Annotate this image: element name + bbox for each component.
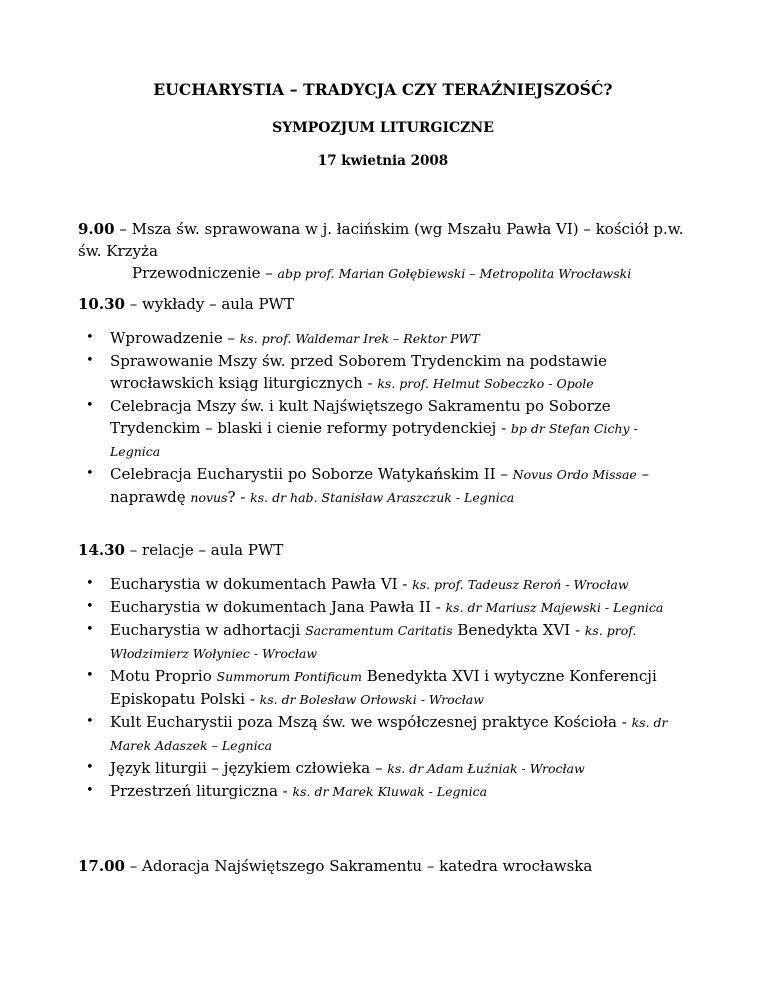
report-title: Motu Proprio — [110, 667, 217, 685]
report-title-cont: Benedykta XVI - — [452, 621, 585, 639]
bullet-icon: • — [86, 398, 94, 413]
session-heading — [78, 293, 688, 315]
bullet-icon: • — [86, 466, 94, 481]
bullet-icon: • — [86, 330, 94, 345]
lecture-title: Sprawowanie Mszy św. przed Soborem Trydenckim na podstawie wrocławskich ksiąg liturgicznych - — [110, 352, 607, 392]
session-description: – Adoracja Najświętszego Sakramentu – katedra wrocławska — [124, 857, 593, 875]
session-heading — [78, 218, 688, 262]
report-speaker: ks. dr Mariusz Majewski - Legnica — [445, 600, 664, 615]
report-speaker: ks. prof. Włodzimierz Wołyniec - Wrocław — [110, 623, 637, 661]
report-title: Eucharystia w dokumentach Jana Pawła II - — [110, 598, 446, 616]
bullet-icon: • — [86, 599, 94, 614]
session-heading — [78, 855, 688, 877]
report-title: Język liturgii – językiem człowieka – — [110, 759, 388, 777]
report-term: Summorum Pontificum — [216, 669, 362, 684]
report-title: Kult Eucharystii poza Mszą św. we współczesnej praktyce Kościoła - — [110, 713, 632, 731]
report-title-cont: Benedykta XVI i wytyczne Konferencji Episkopatu Polski - — [110, 667, 657, 708]
list-item — [78, 596, 688, 619]
bullet-icon: • — [86, 714, 94, 729]
lecture-speaker: ks. prof. Helmut Sobeczko - Opole — [377, 376, 594, 391]
lecture-title-cont: ? - — [227, 488, 251, 506]
presiding-person: abp prof. Marian Gołębiewski – Metropolita Wrocławski — [277, 266, 632, 281]
list-item — [78, 573, 688, 596]
lecture-title-cont: – naprawdę — [110, 465, 650, 506]
session-description: – wykłady – aula PWT — [124, 295, 294, 313]
session-time: 10.30 — [78, 295, 125, 313]
report-term: Sacramentum Caritatis — [305, 623, 453, 638]
lecture-speaker: ks. prof. Waldemar Irek – Rektor PWT — [239, 331, 480, 346]
list-item — [78, 350, 688, 395]
session-description: – Msza św. sprawowana w j. łacińskim (wg Mszału Pawła VI) – kościół p.w. św. Krzyża — [78, 220, 684, 260]
session-9-00 — [78, 218, 688, 285]
report-speaker: ks. dr Marek Kluwak - Legnica — [292, 784, 488, 799]
list-item — [78, 780, 688, 803]
list-item — [78, 619, 688, 665]
bullet-icon: • — [86, 353, 94, 368]
document-subtitle: SYMPOZJUM LITURGICZNE — [272, 120, 494, 136]
lecture-speaker: ks. dr hab. Stanisław Araszczuk - Legnica — [250, 490, 515, 505]
list-item — [78, 711, 688, 757]
session-heading — [78, 539, 688, 561]
list-item — [78, 395, 688, 463]
report-speaker: ks. dr Bolesław Orłowski - Wrocław — [259, 692, 484, 707]
lecture-list — [78, 327, 688, 509]
lecture-speaker: bp dr Stefan Cichy - Legnica — [110, 421, 638, 459]
bullet-icon: • — [86, 760, 94, 775]
session-14-30 — [78, 539, 688, 803]
session-description: – relacje – aula PWT — [124, 541, 284, 559]
report-title: Przestrzeń liturgiczna - — [110, 782, 293, 800]
lecture-title: Wprowadzenie – — [110, 329, 240, 347]
bullet-icon: • — [86, 783, 94, 798]
bullet-icon: • — [86, 622, 94, 637]
presiding-line — [78, 262, 688, 285]
report-list — [78, 573, 688, 803]
lecture-title: Celebracja Mszy św. i kult Najświętszego Sakramentu po Soborze Trydenckim – blaski i cienie reformy potrydenckiej - — [110, 397, 611, 437]
session-time: 14.30 — [78, 541, 125, 559]
session-17-00 — [78, 855, 688, 877]
list-item — [78, 757, 688, 780]
bullet-icon: • — [86, 668, 94, 683]
lecture-term: Novus Ordo Missae — [512, 467, 637, 482]
lecture-title: Celebracja Eucharystii po Soborze Watykańskim II – — [110, 465, 513, 483]
document-title: EUCHARYSTIA – TRADYCJA CZY TERAŹNIEJSZOŚĆ? — [153, 80, 613, 99]
presiding-label: Przewodniczenie – — [132, 264, 278, 282]
report-title: Eucharystia w adhortacji — [110, 621, 306, 639]
session-time: 9.00 — [78, 220, 115, 238]
report-title: Eucharystia w dokumentach Pawła VI - — [110, 575, 413, 593]
report-speaker: ks. dr Adam Łuźniak - Wrocław — [387, 761, 585, 776]
bullet-icon: • — [86, 576, 94, 591]
list-item — [78, 665, 688, 711]
report-speaker: ks. prof. Tadeusz Reroń - Wrocław — [412, 577, 629, 592]
list-item — [78, 327, 688, 350]
session-time: 17.00 — [78, 857, 125, 875]
event-date: 17 kwietnia 2008 — [317, 153, 449, 169]
list-item — [78, 463, 688, 509]
lecture-term: novus — [190, 490, 228, 505]
session-10-30 — [78, 293, 688, 509]
report-speaker: ks. dr Marek Adaszek – Legnica — [110, 715, 668, 753]
